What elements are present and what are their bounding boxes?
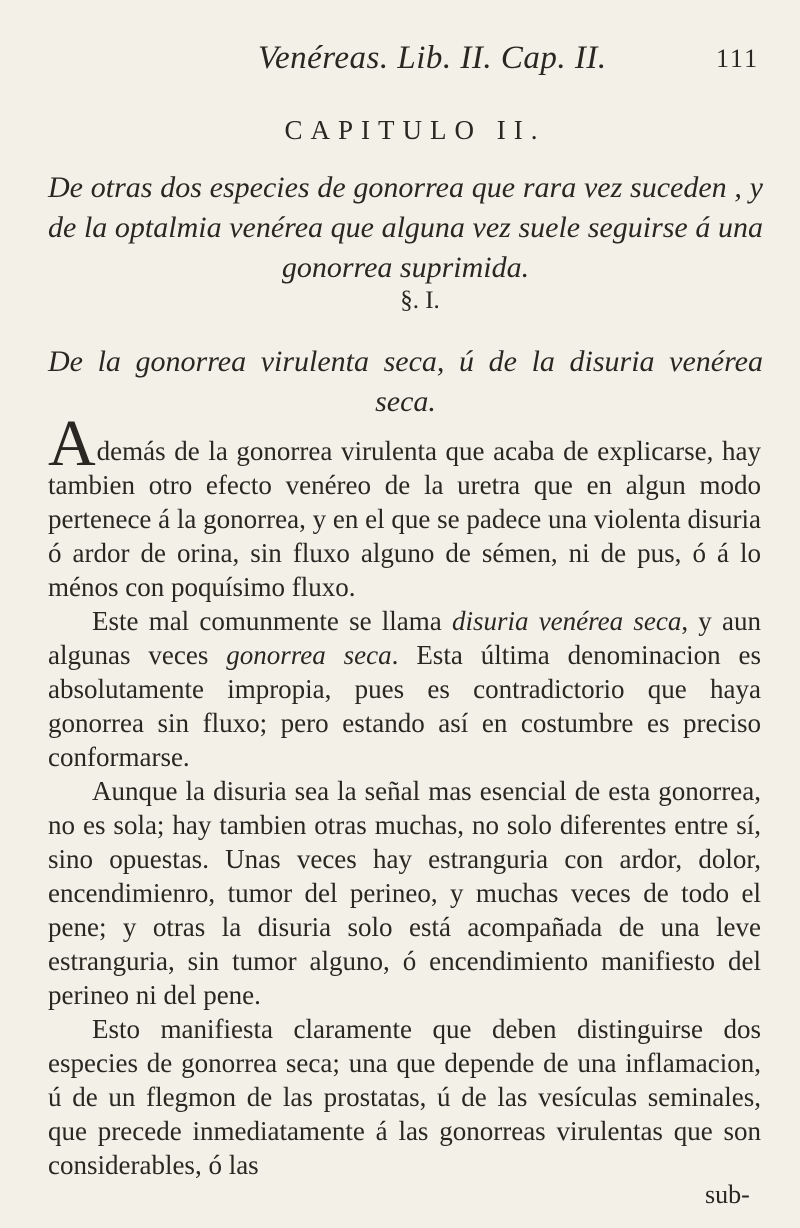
- paragraph-2-text-a: Este mal comunmente se llama: [92, 606, 452, 636]
- chapter-heading: CAPITULO II.: [284, 115, 546, 145]
- paragraph-2-text-c: . Esta última denominacion es absolutamente impropia, pues es contradictorio que haya gonorrea sin fluxo; pero estando así en costumbre es preciso conformarse.: [48, 640, 761, 772]
- paragraph-1-text: demás de la gonorrea virulenta que acaba de explicarse, hay tambien otro efecto venéreo de la uretra que en algun modo pertenece á la gonorrea, y en el que se padece una violenta disuria ó ardor de orina, sin fluxo alguno de sémen, ni de pus, ó á lo ménos con poquísimo fluxo.: [48, 436, 761, 602]
- paragraph-2: [48, 604, 761, 774]
- paragraph-4: Esto manifiesta claramente que deben distinguirse dos especies de gonorrea seca; una que depende de una inflamacion, ú de un flegmon de las prostatas, ú de las vesículas seminales, que precede inmediatamente á las gonorreas virulentas que son considerables, ó las: [48, 1014, 761, 1180]
- drop-cap: A: [48, 407, 96, 480]
- term-disuria-venerea-seca: disuria venérea seca: [451, 606, 682, 636]
- catchword: sub-: [705, 1180, 750, 1209]
- running-head-title: Venéreas. Lib. II. Cap. II.: [258, 40, 607, 76]
- running-head: [0, 40, 800, 80]
- page-number: 111: [716, 44, 760, 73]
- section-mark: §. I.: [400, 287, 440, 314]
- term-gonorrea-seca: gonorrea seca: [226, 640, 392, 670]
- section-title: De la gonorrea virulenta seca, ú de la disuria venérea seca.: [48, 345, 763, 418]
- paragraph-3: Aunque la disuria sea la señal mas esencial de esta gonorrea, no es sola; hay tambien otras muchas, no solo diferentes entre sí, sino opuestas. Unas veces hay estranguria con ardor, dolor, encendimienro, tumor del perineo, y muchas veces de todo el pene; y otras la disuria solo está acompañada de una leve estranguria, sin tumor alguno, ó encendimiento manifiesto del perineo ni del pene.: [48, 776, 761, 1010]
- paragraph-2-text-b: , y aun algunas veces: [48, 606, 762, 670]
- chapter-subtitle: De otras dos especies de gonorrea que rara vez suceden , y de la optalmia venérea que alguna vez suele seguirse á una gonorrea suprimida.: [48, 171, 763, 284]
- paragraph-1: [48, 407, 761, 604]
- body-text: [48, 407, 762, 1182]
